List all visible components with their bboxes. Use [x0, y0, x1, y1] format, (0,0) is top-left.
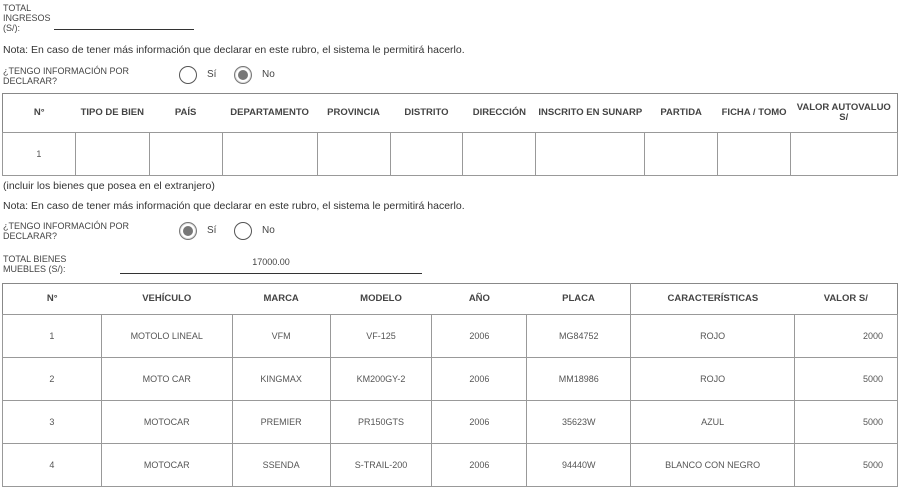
cell-anio[interactable]: 2006 [432, 315, 527, 358]
radio-no-1-label: No [262, 69, 275, 80]
note-1: Nota: En caso de tener más información que declarar en este rubro, el sistema le permitirá hacerlo. [3, 44, 465, 56]
radio-no-1[interactable] [234, 66, 252, 84]
cell-modelo[interactable]: S-TRAIL-200 [330, 444, 432, 487]
total-ingresos-label [3, 3, 51, 33]
bienes-muebles-table [2, 283, 898, 487]
cell-n: 3 [3, 401, 102, 444]
bienes-inmuebles-table [2, 93, 898, 176]
header-cell: DEPARTAMENTO [230, 107, 309, 118]
cell-provincia[interactable] [317, 133, 390, 176]
header-cell: PROVINCIA [327, 107, 380, 118]
header-cell: DIRECCIÓN [472, 107, 527, 118]
cell-distrito[interactable] [390, 133, 463, 176]
radio-no-2-label: No [262, 225, 275, 236]
total-muebles-value[interactable]: 17000.00 [120, 256, 422, 274]
cell-tipo[interactable] [75, 133, 149, 176]
header-cell: MARCA [263, 293, 299, 304]
cell-vehiculo[interactable]: MOTOLO LINEAL [101, 315, 232, 358]
label-line: INGRESOS [3, 13, 51, 23]
header-cell: MODELO [360, 293, 402, 304]
cell-sunarp[interactable] [536, 133, 645, 176]
cell-pais[interactable] [149, 133, 222, 176]
cell-marca[interactable]: VFM [232, 315, 330, 358]
table-row [3, 444, 898, 487]
cell-partida[interactable] [645, 133, 718, 176]
header-cell: DISTRITO [404, 107, 449, 118]
question-line: ¿TENGO INFORMACIÓN POR [3, 221, 129, 231]
radio-yes-1-label: Sí [207, 69, 217, 80]
table-header-row [3, 94, 898, 133]
cell-marca[interactable]: KINGMAX [232, 358, 330, 401]
cell-caracteristicas[interactable]: ROJO [631, 358, 795, 401]
header-cell: VALOR AUTOVALUO S/ [796, 102, 891, 123]
cell-placa[interactable]: MG84752 [527, 315, 631, 358]
question-line: DECLARAR? [3, 76, 58, 86]
radio-yes-2[interactable] [179, 222, 197, 240]
cell-valor[interactable]: 5000 [795, 358, 898, 401]
header-cell: TIPO DE BIEN [80, 107, 144, 118]
cell-placa[interactable]: 94440W [527, 444, 631, 487]
cell-n: 1 [3, 133, 76, 176]
label-line: TOTAL [3, 3, 32, 13]
cell-vehiculo[interactable]: MOTOCAR [101, 444, 232, 487]
cell-valor[interactable]: 2000 [795, 315, 898, 358]
table-row [3, 401, 898, 444]
question-1-label [3, 66, 129, 86]
cell-anio[interactable]: 2006 [432, 444, 527, 487]
cell-anio[interactable]: 2006 [432, 401, 527, 444]
question-2-label [3, 221, 129, 241]
cell-modelo[interactable]: KM200GY-2 [330, 358, 432, 401]
table-row [3, 133, 898, 176]
question-line: ¿TENGO INFORMACIÓN POR [3, 66, 129, 76]
extranjero-note: (incluir los bienes que posea en el extranjero) [3, 180, 215, 192]
cell-vehiculo[interactable]: MOTO CAR [101, 358, 232, 401]
table-row [3, 315, 898, 358]
label-line: MUEBLES (S/): [3, 264, 66, 274]
header-cell: CARACTERÍSTICAS [667, 293, 759, 304]
table-row [3, 358, 898, 401]
cell-modelo[interactable]: PR150GTS [330, 401, 432, 444]
cell-marca[interactable]: PREMIER [232, 401, 330, 444]
radio-yes-2-label: Sí [207, 225, 217, 236]
radio-yes-1[interactable] [179, 66, 197, 84]
cell-placa[interactable]: 35623W [527, 401, 631, 444]
cell-vehiculo[interactable]: MOTOCAR [101, 401, 232, 444]
question-line: DECLARAR? [3, 231, 58, 241]
cell-modelo[interactable]: VF-125 [330, 315, 432, 358]
cell-n: 1 [3, 315, 102, 358]
label-line: (S/): [3, 23, 20, 33]
cell-anio[interactable]: 2006 [432, 358, 527, 401]
cell-caracteristicas[interactable]: ROJO [631, 315, 795, 358]
cell-placa[interactable]: MM18986 [527, 358, 631, 401]
cell-n: 4 [3, 444, 102, 487]
cell-valor[interactable]: 5000 [795, 401, 898, 444]
total-muebles-label [3, 254, 66, 274]
cell-valor[interactable] [791, 133, 898, 176]
header-cell: N° [46, 293, 58, 304]
header-cell: INSCRITO EN SUNARP [538, 107, 643, 118]
header-cell: PLACA [527, 284, 631, 315]
cell-departamento[interactable] [222, 133, 317, 176]
cell-caracteristicas[interactable]: AZUL [631, 401, 795, 444]
header-cell: FICHA / TOMO [721, 107, 787, 118]
total-ingresos-value[interactable] [54, 16, 194, 30]
cell-n: 2 [3, 358, 102, 401]
cell-direccion[interactable] [463, 133, 536, 176]
header-cell: N° [33, 107, 45, 118]
cell-marca[interactable]: SSENDA [232, 444, 330, 487]
note-2: Nota: En caso de tener más información que declarar en este rubro, el sistema le permitirá hacerlo. [3, 200, 465, 212]
cell-caracteristicas[interactable]: BLANCO CON NEGRO [631, 444, 795, 487]
header-cell: PAÍS [174, 107, 197, 118]
cell-ficha[interactable] [718, 133, 791, 176]
radio-no-2[interactable] [234, 222, 252, 240]
header-cell: PARTIDA [660, 107, 702, 118]
header-cell: VEHÍCULO [142, 293, 192, 304]
table-header-row [3, 284, 898, 315]
header-cell: AÑO [468, 293, 490, 304]
header-cell: VALOR S/ [823, 293, 868, 304]
cell-valor[interactable]: 5000 [795, 444, 898, 487]
label-line: TOTAL BIENES [3, 254, 67, 264]
